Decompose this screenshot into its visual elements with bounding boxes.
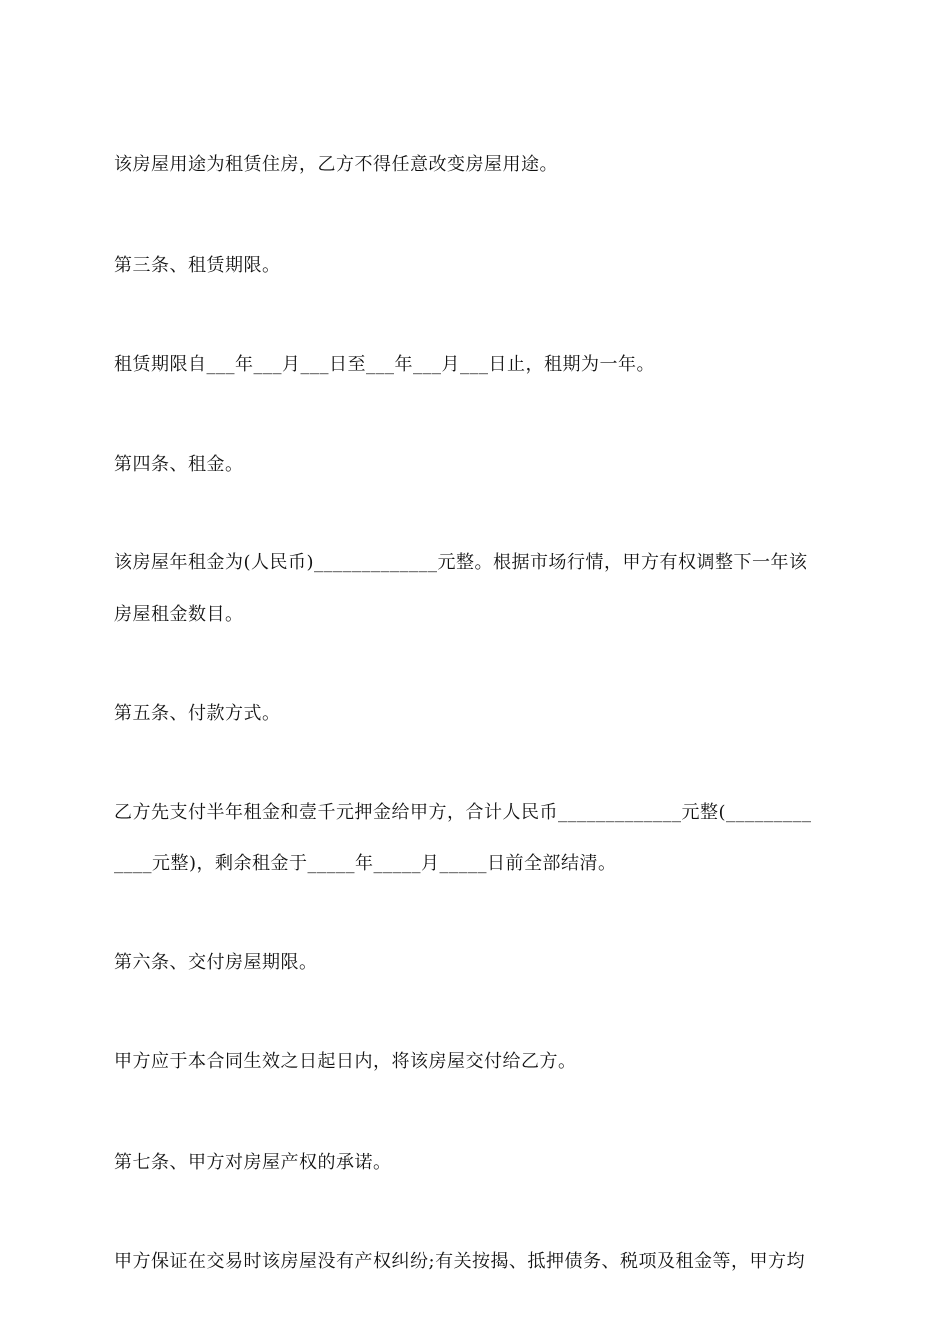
clause-heading-4: 第四条、租金。	[114, 454, 244, 475]
clause-heading-6: 第六条、交付房屋期限。	[114, 952, 318, 973]
clause-text-payment-2: ____元整)，剩余租金于_____年_____月_____日前全部结清。	[114, 853, 617, 874]
clause-text-payment-1: 乙方先支付半年租金和壹千元押金给甲方，合计人民币_____________元整(_________	[114, 802, 812, 823]
clause-heading-7: 第七条、甲方对房屋产权的承诺。	[114, 1152, 392, 1173]
clause-text-usage: 该房屋用途为租赁住房，乙方不得任意改变房屋用途。	[114, 154, 558, 175]
clause-text-term: 租赁期限自___年___月___日至___年___月___日止，租期为一年。	[114, 354, 655, 375]
clause-text-rent-1: 该房屋年租金为(人民币)_____________元整。根据市场行情，甲方有权调整下一年该	[114, 552, 808, 573]
clause-text-delivery: 甲方应于本合同生效之日起日内，将该房屋交付给乙方。	[114, 1051, 577, 1072]
clause-text-ownership: 甲方保证在交易时该房屋没有产权纠纷;有关按揭、抵押债务、税项及租金等，甲方均	[114, 1251, 806, 1272]
clause-heading-3: 第三条、租赁期限。	[114, 255, 281, 276]
clause-heading-5: 第五条、付款方式。	[114, 703, 281, 724]
clause-text-rent-2: 房屋租金数目。	[114, 604, 244, 625]
